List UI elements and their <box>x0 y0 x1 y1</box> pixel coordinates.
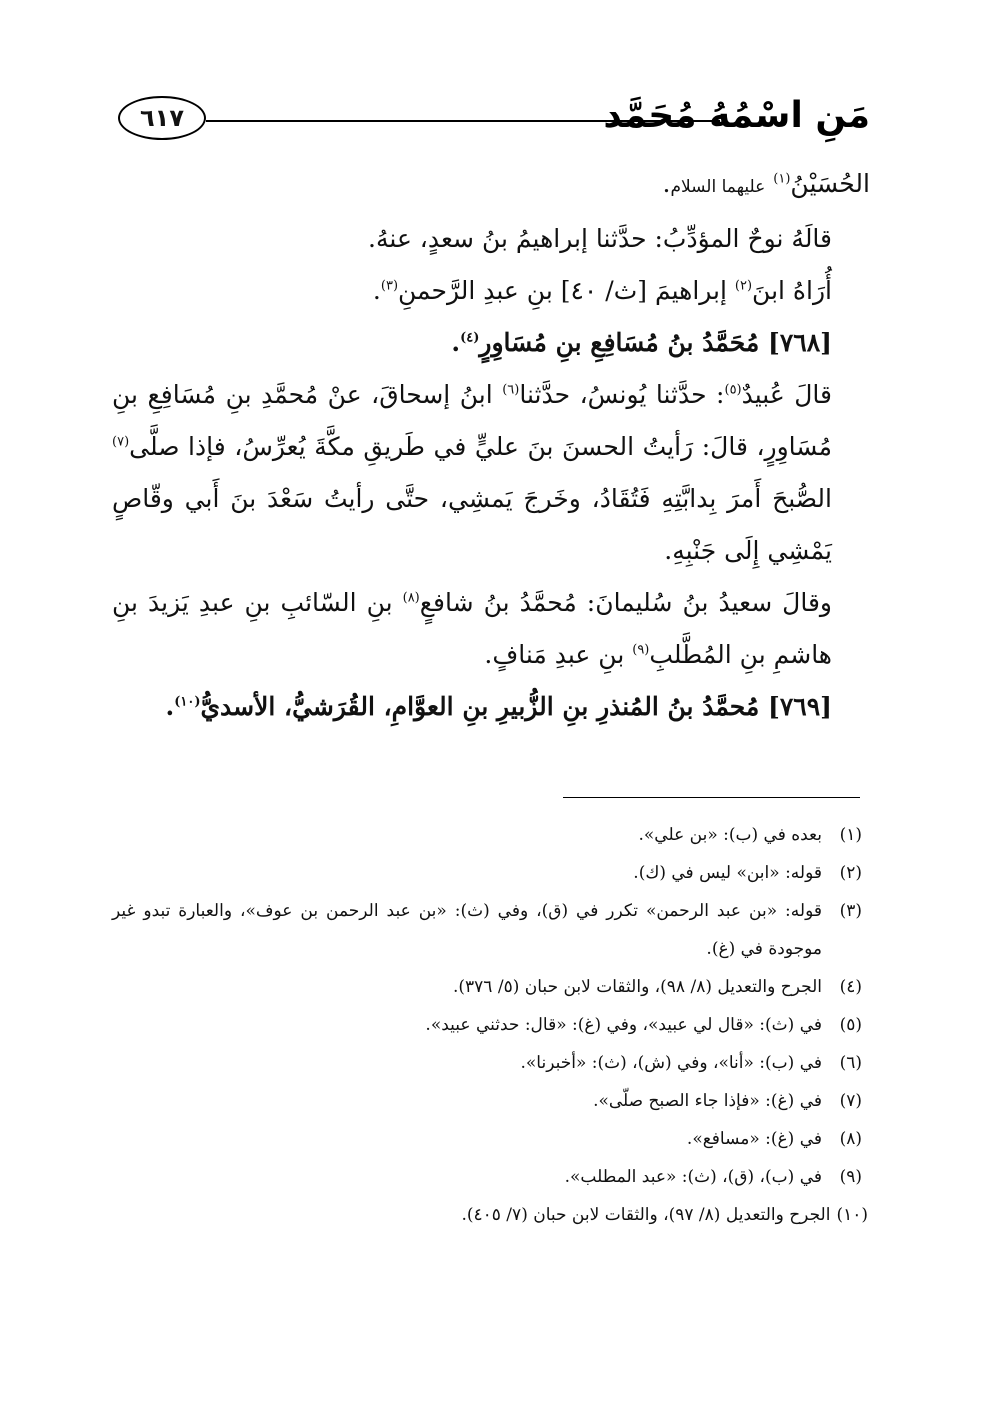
text-segment: بنِ السّائبِ بنِ عبدِ يَزيدَ بنِ هاشمِ بنِ المُطَّلبِ <box>112 588 832 669</box>
paragraph-said <box>112 577 870 681</box>
entry-title: [٧٦٩] مُحمَّدُ بنُ المُنذرِ بنِ الزُّبيرِ بنِ العوَّامِ، القُرَشيُّ، الأسديُّ <box>200 692 832 721</box>
footnote-marker-1: (١) <box>773 171 791 187</box>
text-segment: وقالَ سعيدُ بنُ سُليمانَ: مُحمَّدُ بنُ شافعٍ <box>419 588 832 617</box>
footnote-number: (٨) <box>839 1129 862 1149</box>
text-segment: . <box>451 328 461 357</box>
footnote-marker-10: (١٠) <box>174 694 201 710</box>
blessing-glyph: عليهما السلام <box>670 177 766 197</box>
footnote-text: في (غ): «مسافع». <box>686 1129 822 1149</box>
footnote-item <box>112 854 870 892</box>
footnote-text: في (ب): «أنا»، وفي (ش)، (ث): «أخبرنا». <box>520 1053 822 1073</box>
footnote-marker-9: (٩) <box>632 642 650 658</box>
footnote-text: بعده في (ب): «بن علي». <box>638 825 822 845</box>
footnote-item <box>112 1196 870 1234</box>
footnote-item <box>112 1006 870 1044</box>
footnote-item <box>112 892 870 968</box>
footnote-item <box>112 1082 870 1120</box>
header-rule <box>206 120 720 122</box>
footnote-marker-4: (٤) <box>460 330 480 346</box>
text-segment: أُرَاهُ ابنَ <box>752 276 832 305</box>
footnote-number: (٦) <box>839 1053 862 1073</box>
line-end: . <box>662 169 671 198</box>
page-number: ٦١٧ <box>140 104 184 132</box>
text-segment: قالَ عُبيدٌ <box>741 380 832 409</box>
footnote-divider <box>563 797 860 798</box>
footnote-marker-8: (٨) <box>402 590 420 606</box>
footnotes <box>112 816 870 1234</box>
footnote-marker-5: (٥) <box>724 382 742 398</box>
footnote-text: الجرح والتعديل (٨/ ٩٨)، والثقات لابن حبان (٥/ ٣٧٦). <box>453 977 822 997</box>
paragraph-line-1 <box>112 158 870 213</box>
footnote-number: (٤) <box>839 977 862 997</box>
paragraph-urahu <box>112 265 870 317</box>
footnote-number: (٣) <box>839 901 862 921</box>
footnote-number: (٩) <box>839 1167 862 1187</box>
text-segment: ابنُ إسحاقَ، عنْ مُحمَّدِ بنِ مُسَافِعِ بنِ مُسَاوِرٍ، قالَ: رَأيتُ الحسنَ بنَ عليٍّ في طَريقِ مكَّةَ يُعرِّسُ، فإذا صلَّى <box>112 380 832 461</box>
paragraph-ubayd <box>112 369 870 577</box>
page-header <box>118 92 870 152</box>
footnote-number: (١) <box>839 825 862 845</box>
footnote-text: في (ث): «قال لي عبيد»، وفي (غ): «قال: حدثني عبيد». <box>425 1015 822 1035</box>
page-number-oval <box>118 96 206 140</box>
text-segment: : حدَّثنا يُونسُ، حدَّثنا <box>519 380 725 409</box>
entry-title: [٧٦٨] مُحَمَّدُ بنُ مُسَافِعِ بنِ مُسَاوِرٍ <box>479 328 832 357</box>
footnote-number: (٥) <box>839 1015 862 1035</box>
footnote-item <box>112 1120 870 1158</box>
name-text: الحُسَيْنُ <box>790 169 870 198</box>
main-text <box>112 158 870 733</box>
footnote-number: (٧) <box>839 1091 862 1111</box>
text-segment: إبراهيمَ [ث/ ٤٠] بنِ عبدِ الرَّحمنِ <box>398 276 735 305</box>
footnote-item <box>112 1044 870 1082</box>
footnote-marker-7: (٧) <box>112 434 130 450</box>
footnote-text: الجرح والتعديل (٨/ ٩٧)، والثقات لابن حبان (٧/ ٤٠٥). <box>461 1205 831 1225</box>
footnote-marker-6: (٦) <box>502 382 520 398</box>
text-segment: بنِ عبدِ مَنافٍ. <box>484 640 633 669</box>
footnote-item <box>112 1158 870 1196</box>
footnote-text: في (غ): «فإذا جاء الصبح صلّى». <box>593 1091 822 1111</box>
text-segment: . <box>372 276 381 305</box>
entry-heading-768 <box>112 317 870 369</box>
entry-heading-769 <box>112 681 870 733</box>
text-segment: . <box>165 692 175 721</box>
paragraph-nuh: قالَهُ نوحٌ المؤدِّبُ: حدَّثنا إبراهيمُ بنُ سعدٍ، عنهُ. <box>368 224 832 253</box>
footnote-text: قوله: «بن عبد الرحمن» تكرر في (ق)، وفي (ث): «بن عبد الرحمن بن عوف»، والعبارة تبدو غير موجودة في (غ). <box>112 901 822 959</box>
footnote-marker-2: (٢) <box>734 278 753 294</box>
footnote-item <box>112 968 870 1006</box>
footnote-text: قوله: «ابن» ليس في (ك). <box>633 863 822 883</box>
footnote-number: (٢) <box>839 863 862 883</box>
footnote-item <box>112 816 870 854</box>
footnote-number: (١٠) <box>836 1205 868 1225</box>
running-title: مَنِ اسْمُهُ مُحَمَّد <box>603 95 870 136</box>
text-segment: الصُّبحَ أَمرَ بِدابَّتِهِ فَتُقَادُ، وخَرجَ يَمشِي، حتَّى رأيتُ سَعْدَ بنَ أَبي وقّاصٍ يَمْشِي إِلَى جَنْبِهِ. <box>112 484 832 565</box>
footnote-text: في (ب)، (ق)، (ث): «عبد المطلب». <box>564 1167 822 1187</box>
footnote-marker-3: (٣) <box>380 278 399 294</box>
